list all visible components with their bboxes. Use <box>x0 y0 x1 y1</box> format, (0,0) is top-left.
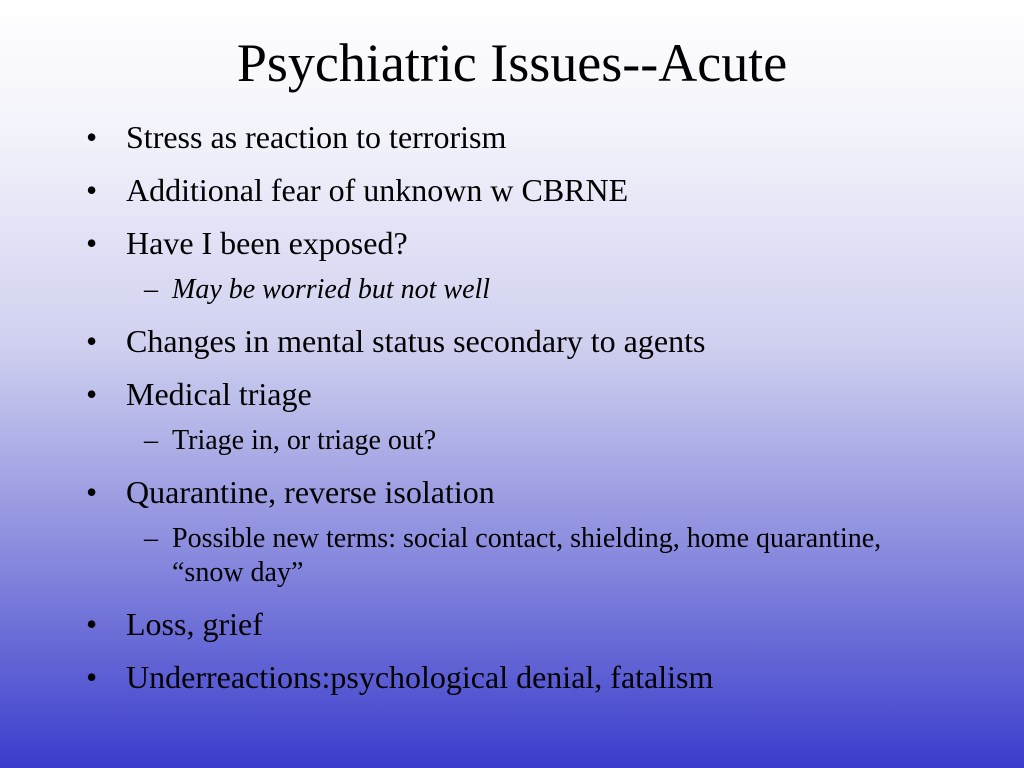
bullet-text: Have I been exposed? <box>126 225 408 261</box>
bullet-text: Stress as reaction to terrorism <box>126 119 507 155</box>
sub-bullet-text: May be worried but not well <box>172 274 491 305</box>
sub-bullet-marker: – <box>144 425 158 456</box>
bullet-text: Changes in mental status secondary to agents <box>126 323 706 359</box>
bullet-list <box>86 118 986 711</box>
bullet-text: Loss, grief <box>126 606 263 642</box>
slide-title: Psychiatric Issues--Acute <box>236 33 788 93</box>
bullet-text: Quarantine, reverse isolation <box>126 474 495 510</box>
bullet-item <box>86 171 986 209</box>
bullet-marker: • <box>86 606 98 642</box>
bullet-marker: • <box>86 323 98 359</box>
bullet-marker: • <box>86 119 98 155</box>
bullet-item <box>86 322 986 360</box>
sub-bullet-marker: – <box>144 523 158 554</box>
sub-bullet-text: Possible new terms: social contact, shielding, home quarantine, “snow day” <box>172 523 882 588</box>
bullet-marker: • <box>86 225 98 261</box>
sub-bullet-text: Triage in, or triage out? <box>172 425 437 456</box>
bullet-item <box>86 473 986 590</box>
bullet-item <box>86 224 986 307</box>
bullet-marker: • <box>86 659 98 695</box>
bullet-marker: • <box>86 172 98 208</box>
sub-bullet <box>132 522 892 590</box>
bullet-text: Medical triage <box>126 376 312 412</box>
bullet-text: Additional fear of unknown w CBRNE <box>126 172 629 208</box>
bullet-item <box>86 118 986 156</box>
bullet-text: Underreactions:psychological denial, fatalism <box>126 659 714 695</box>
bullet-item <box>86 375 986 458</box>
sub-bullet <box>132 424 892 458</box>
bullet-item <box>86 605 986 643</box>
sub-bullet-marker: – <box>144 274 158 305</box>
bullet-item <box>86 658 986 696</box>
bullet-marker: • <box>86 474 98 510</box>
sub-bullet <box>132 273 892 307</box>
bullet-marker: • <box>86 376 98 412</box>
